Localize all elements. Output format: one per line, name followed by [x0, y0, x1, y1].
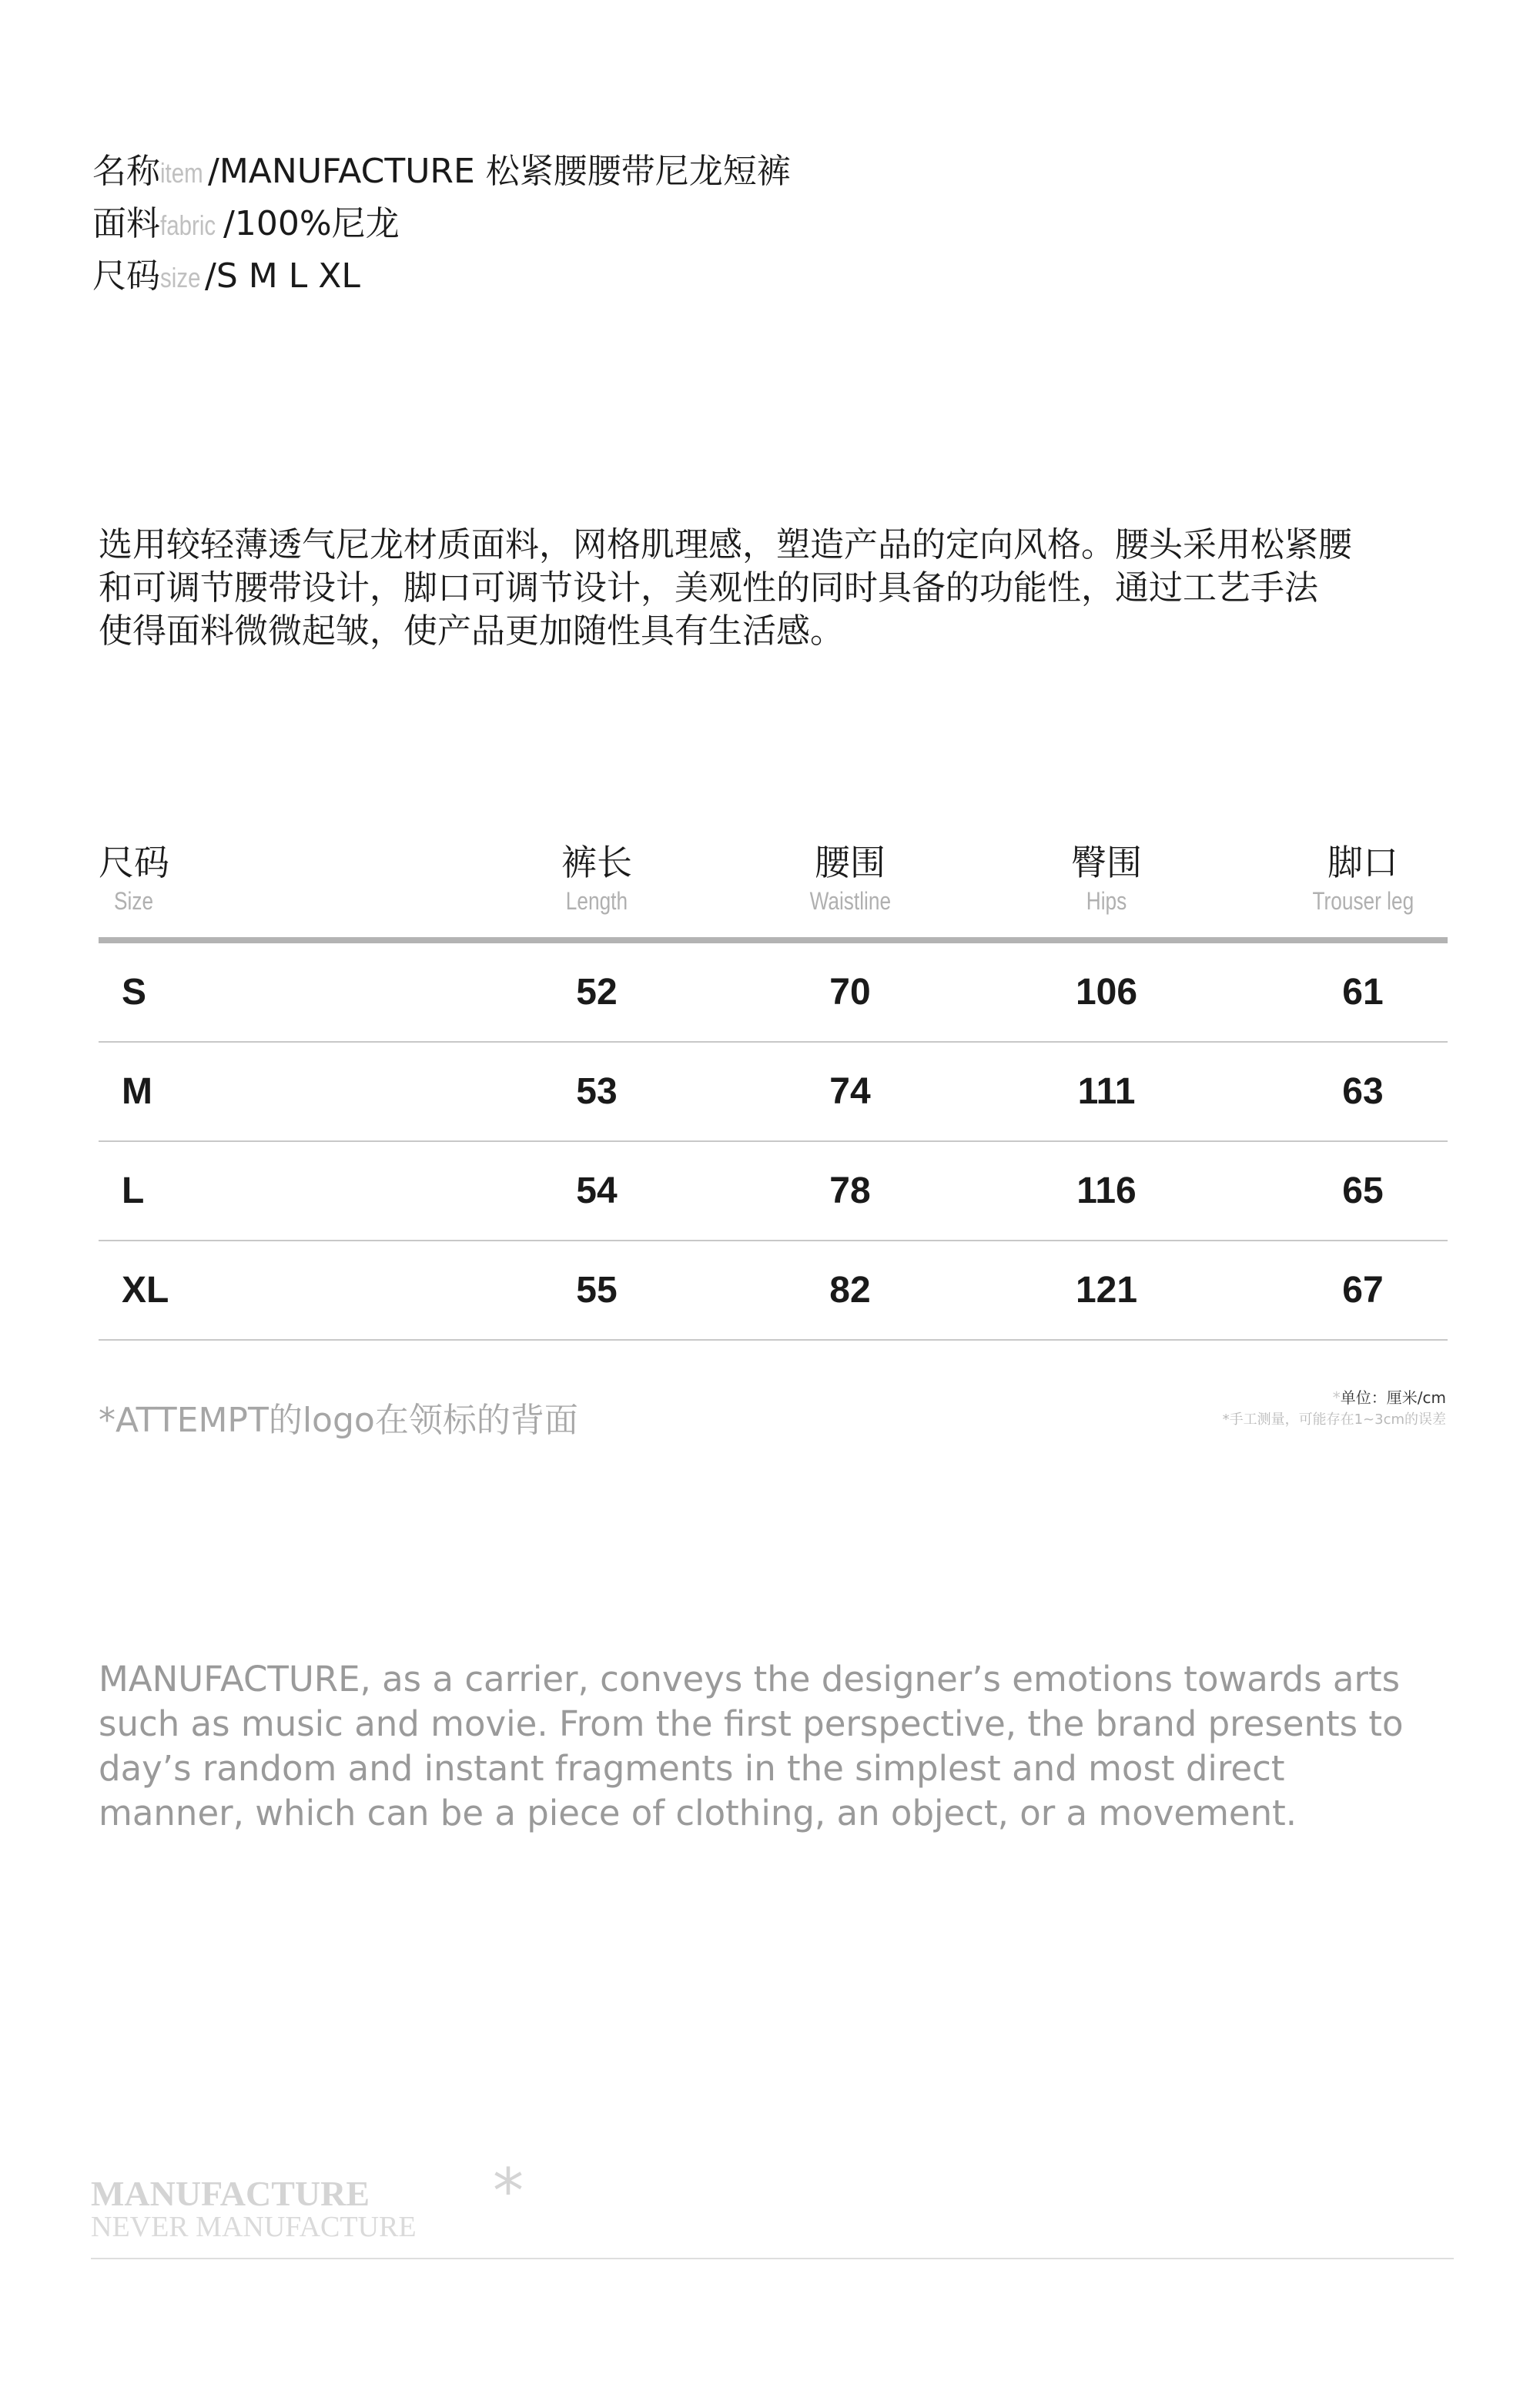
fabric-line [92, 199, 791, 251]
cell-trouser-leg: 65 [1342, 1170, 1384, 1211]
measurement-notes [1223, 1386, 1446, 1431]
size-tag: size [160, 262, 201, 293]
cell-length: 55 [576, 1270, 618, 1311]
header-cn: 裤长 [561, 842, 632, 883]
header-length [512, 839, 681, 916]
header-size [99, 839, 253, 916]
cell-waistline: 74 [829, 1071, 871, 1112]
fabric-label: 面料 [92, 204, 160, 243]
paragraph-line: day’s random and instant fragments in the simplest and most direct [99, 1748, 1285, 1789]
unit-text: 单位：厘米/cm [1340, 1388, 1446, 1407]
cell-trouser-leg: 67 [1342, 1270, 1384, 1311]
brand-paragraph [99, 1657, 1454, 1836]
header-trouser-leg [1278, 839, 1448, 916]
table-row [99, 1043, 1448, 1142]
product-info [92, 146, 791, 303]
header-cn: 臀围 [1071, 842, 1142, 883]
header-cn: 腰围 [815, 842, 886, 883]
unit-note [1223, 1386, 1446, 1409]
header-en: Trouser leg [1312, 887, 1414, 915]
header-en: Hips [1086, 887, 1127, 915]
paragraph-line: manner, which can be a piece of clothing, an object, or a movement. [99, 1793, 1297, 1833]
header-cn: 尺码 [99, 842, 169, 883]
header-cn: 脚口 [1327, 842, 1398, 883]
description-line: 选用较轻薄透气尼龙材质面料，网格肌理感，塑造产品的定向风格。腰头采用松紧腰 [99, 525, 1352, 564]
description-line: 使得面料微微起皱，使产品更加随性具有生活感。 [99, 611, 844, 651]
table-row [99, 943, 1448, 1043]
footer-divider [91, 2258, 1454, 2259]
item-line [92, 146, 791, 199]
cell-length: 54 [576, 1170, 618, 1211]
cell-hips: 121 [1075, 1270, 1138, 1311]
fabric-tag: fabric [160, 209, 216, 241]
cell-size: M [122, 1071, 152, 1112]
paragraph-line: MANUFACTURE, as a carrier, conveys the designer’s emotions towards arts [99, 1659, 1401, 1699]
asterisk-icon: * [493, 2155, 524, 2227]
cell-trouser-leg: 61 [1342, 972, 1384, 1013]
cell-length: 52 [576, 972, 618, 1013]
unit-star: * [1332, 1388, 1341, 1407]
header-en: Length [565, 887, 628, 915]
cell-trouser-leg: 63 [1342, 1071, 1384, 1112]
table-header [99, 839, 1448, 939]
cell-waistline: 70 [829, 972, 871, 1013]
cell-hips: 116 [1076, 1170, 1137, 1211]
cell-size: S [122, 972, 147, 1013]
description-line: 和可调节腰带设计，脚口可调节设计，美观性的同时具备的功能性，通过工艺手法 [99, 568, 1318, 608]
header-waistline [765, 839, 935, 916]
product-description [99, 524, 1469, 653]
header-hips [1022, 839, 1191, 916]
size-table [99, 839, 1448, 1311]
size-label: 尺码 [92, 256, 160, 296]
table-body [99, 943, 1448, 1341]
error-note: *手工测量，可能存在1~3cm的误差 [1222, 1411, 1446, 1428]
item-value: /MANUFACTURE 松紧腰腰带尼龙短裤 [208, 152, 791, 191]
cell-hips: 111 [1077, 1071, 1136, 1112]
cell-size: XL [122, 1270, 169, 1311]
cell-size: L [122, 1170, 145, 1211]
fabric-value: /100%尼龙 [223, 204, 400, 243]
cell-waistline: 78 [829, 1170, 871, 1211]
table-row [99, 1241, 1448, 1341]
brand-tagline: NEVER MANUFACTURE [91, 2211, 417, 2243]
header-en: Size [114, 887, 154, 915]
size-line [92, 251, 791, 303]
brand-logo [91, 2176, 417, 2242]
header-divider [99, 937, 1448, 943]
cell-hips: 106 [1075, 972, 1138, 1013]
size-value: /S M L XL [205, 256, 360, 296]
paragraph-line: such as music and movie. From the first perspective, the brand presents to [99, 1703, 1404, 1744]
cell-waistline: 82 [829, 1270, 871, 1311]
brand-name: MANUFACTURE [91, 2174, 370, 2213]
logo-note: *ATTEMPT的logo在领标的背面 [99, 1401, 578, 1440]
table-row [99, 1142, 1448, 1241]
header-en: Waistline [809, 887, 891, 915]
item-tag: item [160, 157, 203, 189]
item-label: 名称 [92, 152, 160, 191]
cell-length: 53 [576, 1071, 618, 1112]
